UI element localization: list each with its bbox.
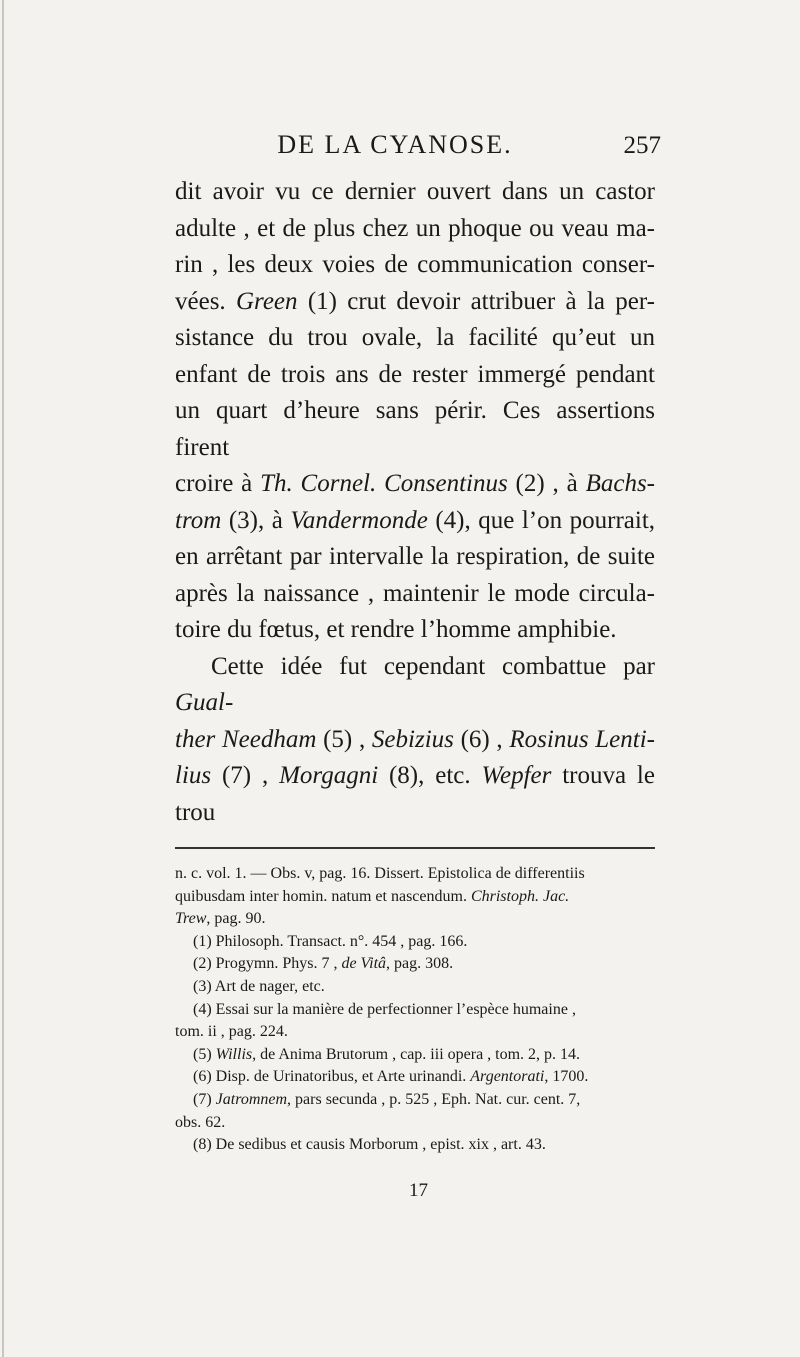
text-span: (5) , xyxy=(316,725,372,753)
text-span: croire à xyxy=(175,470,261,497)
page-edge-rule xyxy=(2,0,4,1357)
footnote-line: n. c. vol. 1. — Obs. v, pag. 16. Dissert. Epistolica de differentiis xyxy=(175,865,585,882)
running-title: DE LA CYANOSE. xyxy=(277,130,513,159)
running-head xyxy=(175,130,661,164)
main-text xyxy=(175,174,655,831)
text-line: rin , les deux voies de communication conser- xyxy=(175,251,655,278)
author-name: ther Needham xyxy=(175,725,317,753)
footnote-line xyxy=(175,908,655,931)
author-name: Gual- xyxy=(175,689,234,716)
author-name: Wepfer xyxy=(481,762,552,789)
footnote-3: (3) Art de nager, etc. xyxy=(193,977,325,995)
footnote-line: tom. ii , pag. 224. xyxy=(175,1023,288,1041)
author-name: Trew xyxy=(175,910,207,928)
place-name: Argentorati xyxy=(470,1068,545,1086)
text-span: (1) crut devoir attribuer à la per- xyxy=(297,287,656,315)
text-span: , pag. 90. xyxy=(206,910,266,928)
author-name: trom xyxy=(175,506,222,534)
text-line xyxy=(175,503,655,540)
text-line xyxy=(175,284,655,321)
author-name: Morgagni xyxy=(279,762,379,789)
author-name: Green xyxy=(235,287,298,315)
text-line xyxy=(175,758,655,831)
signature-mark: 17 xyxy=(409,1180,428,1201)
text-line: toire du fœtus, et rendre l’homme amphibie. xyxy=(175,616,617,643)
text-line: dit avoir vu ce dernier ouvert dans un castor xyxy=(175,178,655,205)
text-span: Cette idée fut cependant combattue par xyxy=(211,652,655,680)
author-name: Th. Cornel. Consentinus xyxy=(260,470,508,497)
text-line: un quart d’heure sans périr. Ces assertions firent xyxy=(175,397,655,461)
footnote-8: (8) De sedibus et causis Morborum , epist. xix , art. 43. xyxy=(193,1136,546,1154)
text-span: (6) Disp. de Urinatoribus, et Arte urinandi. xyxy=(193,1068,471,1086)
text-span: , pag. 308. xyxy=(386,955,454,973)
text-line xyxy=(175,466,655,503)
text-span: (3), à xyxy=(221,506,291,534)
text-span: (8), etc. xyxy=(378,762,482,789)
author-name: Willis xyxy=(215,1045,253,1063)
text-span: (6) , xyxy=(453,725,510,753)
author-name: Bachs- xyxy=(585,470,655,497)
text-span: , 1700. xyxy=(544,1068,589,1086)
footnote-2 xyxy=(175,953,655,976)
text-line: sistance du trou ovale, la facilité qu’eut un xyxy=(175,324,655,351)
text-line xyxy=(175,649,655,722)
text-span: (7) xyxy=(193,1090,216,1108)
work-title: de Vitâ xyxy=(341,955,387,973)
author-name: Sebizius xyxy=(371,725,454,753)
text-span: (2) , à xyxy=(507,470,586,497)
footnote-1: (1) Philosoph. Transact. n°. 454 , pag. 166. xyxy=(193,932,468,950)
text-line: adulte , et de plus chez un phoque ou veau ma- xyxy=(175,214,655,242)
text-line: après la naissance , maintenir le mode circula- xyxy=(175,579,655,607)
author-name: Vandermonde xyxy=(290,506,428,534)
text-span: (5) xyxy=(193,1045,216,1063)
text-line xyxy=(175,722,655,759)
work-title: Jatromnem xyxy=(215,1090,288,1108)
text-span: vées. xyxy=(175,287,236,315)
footnote-4: (4) Essai sur la manière de perfectionner l’espèce humaine , xyxy=(193,1000,576,1018)
footnote-5 xyxy=(175,1044,655,1067)
author-name: Rosinus Lenti- xyxy=(509,725,655,753)
text-span: , pars secunda , p. 525 , Eph. Nat. cur. cent. 7, xyxy=(287,1090,581,1108)
text-span: (4), que l’on pourrait, xyxy=(427,506,656,534)
text-span: (7) , xyxy=(211,762,280,789)
page-number: 257 xyxy=(623,132,661,159)
text-span: trouva le trou xyxy=(175,762,655,826)
text-span: quibusdam inter homin. natum et nascendum. xyxy=(175,887,471,905)
footnote-separator xyxy=(175,847,655,849)
footnote-7 xyxy=(175,1089,655,1112)
author-name: lius xyxy=(175,762,212,789)
footnote-6 xyxy=(175,1066,655,1089)
footnote-line: obs. 62. xyxy=(175,1113,226,1131)
author-name: Christoph. Jac. xyxy=(470,887,570,905)
footnote-line xyxy=(175,886,655,909)
text-span: (2) Progymn. Phys. 7 , xyxy=(193,955,342,973)
text-span: , de Anima Brutorum , cap. iii opera , tom. 2, p. 14. xyxy=(252,1045,581,1063)
text-line: en arrêtant par intervalle la respiration, de suite xyxy=(175,543,655,570)
book-page xyxy=(175,130,661,1157)
text-line: enfant de trois ans de rester immergé pendant xyxy=(175,360,655,388)
footnotes xyxy=(175,863,655,1157)
